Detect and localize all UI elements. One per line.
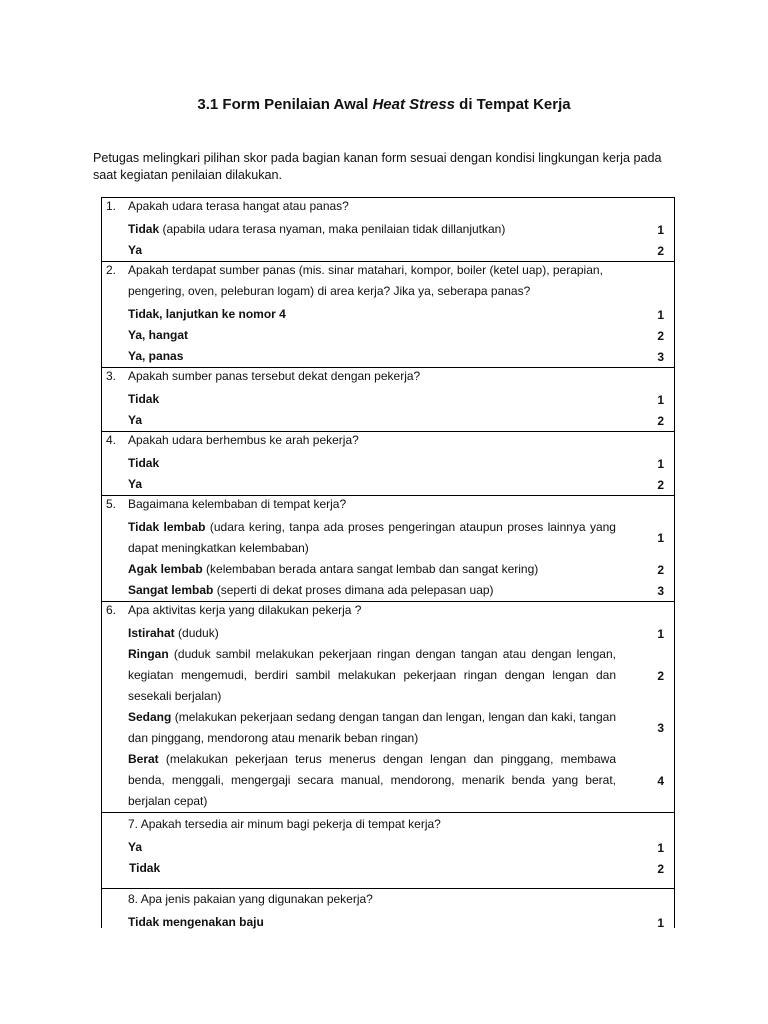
- option-score: 1: [657, 626, 664, 641]
- option-desc: (duduk): [174, 626, 219, 640]
- option-label: Istirahat: [128, 626, 175, 640]
- option-label: Ya: [128, 477, 143, 491]
- option-label: Ya: [128, 243, 143, 257]
- option-row: [102, 453, 674, 474]
- question-text: 3. Apakah sumber panas tersebut dekat dengan pekerja?: [106, 369, 421, 383]
- option-label: Ya: [128, 840, 143, 854]
- option-score: 3: [657, 349, 664, 364]
- intro-paragraph: Petugas melingkari pilihan skor pada bagian kanan form sesuai dengan kondisi lingkungan kerja pada saat kegiatan penilaian dilakukan.: [93, 151, 662, 182]
- option-label: Tidak: [129, 861, 161, 875]
- option-label: Ya, panas: [128, 349, 184, 363]
- option-score: 1: [657, 392, 664, 407]
- option-row: [102, 389, 674, 410]
- assessment-form-table: [101, 197, 675, 928]
- option-score: 2: [657, 477, 664, 492]
- option-desc: (seperti di dekat proses dimana ada pelepasan uap): [213, 583, 494, 597]
- question-3: [102, 368, 674, 432]
- question-text: 7. Apakah tersedia air minum bagi pekerja di tempat kerja?: [128, 817, 441, 831]
- option-row: [102, 559, 674, 580]
- option-score: 1: [657, 840, 664, 855]
- option-score: 1: [657, 531, 664, 545]
- option-row: [102, 580, 674, 601]
- option-score: 2: [657, 328, 664, 343]
- option-label: Tidak lembab: [128, 520, 206, 534]
- option-row: [102, 240, 674, 261]
- option-row: [102, 749, 674, 812]
- option-row: [102, 219, 674, 240]
- option-label: Tidak: [128, 392, 160, 406]
- option-label: Ya: [128, 413, 143, 427]
- option-label: Sedang: [128, 710, 172, 724]
- question-text: 1. Apakah udara terasa hangat atau panas?: [106, 199, 349, 213]
- option-score: 4: [657, 773, 664, 788]
- option-desc: (kelembaban berada antara sangat lembab dan sangat kering): [202, 562, 539, 576]
- option-desc: (udara kering, tanpa ada proses pengeringan ataupun proses lainnya yang dapat meningkatkan kelembaban): [128, 520, 616, 555]
- option-row: [102, 325, 674, 346]
- page-title: [0, 96, 768, 113]
- option-desc: (melakukan pekerjaan sedang dengan tangan dan lengan, lengan dan kaki, tangan dan pinggang, mendorong atau menarik beban ringan): [128, 710, 616, 745]
- question-4: [102, 432, 674, 496]
- option-score: 3: [657, 721, 664, 735]
- option-label: Ya, hangat: [128, 328, 189, 342]
- option-row: [102, 517, 674, 559]
- title-suffix: di Tempat Kerja: [455, 96, 571, 113]
- option-row: [102, 707, 674, 749]
- option-label: Berat: [128, 752, 159, 766]
- question-6: [102, 602, 674, 813]
- option-label: Agak lembab: [128, 562, 203, 576]
- option-desc: (melakukan pekerjaan terus menerus dengan lengan dan pinggang, membawa benda, menggali, mengergaji secara manual, mendorong, menarik benda yang berat, berjalan cepat): [128, 752, 616, 808]
- option-score: 1: [657, 307, 664, 322]
- title-italic: Heat Stress: [372, 96, 456, 113]
- option-label: Tidak: [128, 222, 160, 236]
- question-text: 5. Bagaimana kelembaban di tempat kerja?: [106, 497, 347, 511]
- option-score: 3: [657, 583, 664, 598]
- option-row: [102, 410, 674, 431]
- option-row: [102, 837, 674, 858]
- option-label: Tidak mengenakan baju: [128, 915, 264, 929]
- option-desc: (apabila udara terasa nyaman, maka penilaian tidak dillanjutkan): [159, 222, 506, 236]
- question-text: 2. Apakah terdapat sumber panas (mis. sinar matahari, kompor, boiler (ketel uap), perapian,: [106, 263, 603, 277]
- option-label: Sangat lembab: [128, 583, 214, 597]
- question-text: 8. Apa jenis pakaian yang digunakan pekerja?: [128, 892, 373, 906]
- title-prefix: 3.1 Form Penilaian Awal: [197, 96, 373, 113]
- option-score: 2: [657, 562, 664, 577]
- question-text-continued: pengering, oven, peleburan logam) di area kerja? Jika ya, seberapa panas?: [128, 284, 531, 298]
- option-score: 2: [657, 413, 664, 428]
- option-row: [102, 346, 674, 367]
- option-label: Tidak: [128, 456, 160, 470]
- option-row: [102, 912, 674, 933]
- question-5: [102, 496, 674, 602]
- option-row: [102, 858, 674, 879]
- option-label: Tidak, lanjutkan ke nomor 4: [128, 307, 286, 321]
- option-score: 1: [657, 915, 664, 930]
- option-row: [102, 644, 674, 707]
- option-score: 2: [657, 243, 664, 258]
- option-score: 1: [657, 222, 664, 237]
- question-8: [102, 889, 674, 933]
- option-desc: (duduk sambil melakukan pekerjaan ringan dengan tangan atau dengan lengan, kegiatan mengemudi, berdiri sambil melakukan pekerjaan ringan dengan lengan dan sesekali berjalan): [128, 647, 616, 703]
- question-text: 4. Apakah udara berhembus ke arah pekerja?: [106, 433, 359, 447]
- option-row: [102, 623, 674, 644]
- option-score: 2: [657, 668, 664, 683]
- option-score: 2: [657, 861, 664, 876]
- question-text: 6. Apa aktivitas kerja yang dilakukan pekerja ?: [106, 603, 362, 617]
- option-row: [102, 304, 674, 325]
- option-score: 1: [657, 456, 664, 471]
- question-2: [102, 262, 674, 368]
- question-7: [102, 813, 674, 889]
- option-row: [102, 474, 674, 495]
- option-label: Ringan: [128, 647, 169, 661]
- question-1: [102, 198, 674, 262]
